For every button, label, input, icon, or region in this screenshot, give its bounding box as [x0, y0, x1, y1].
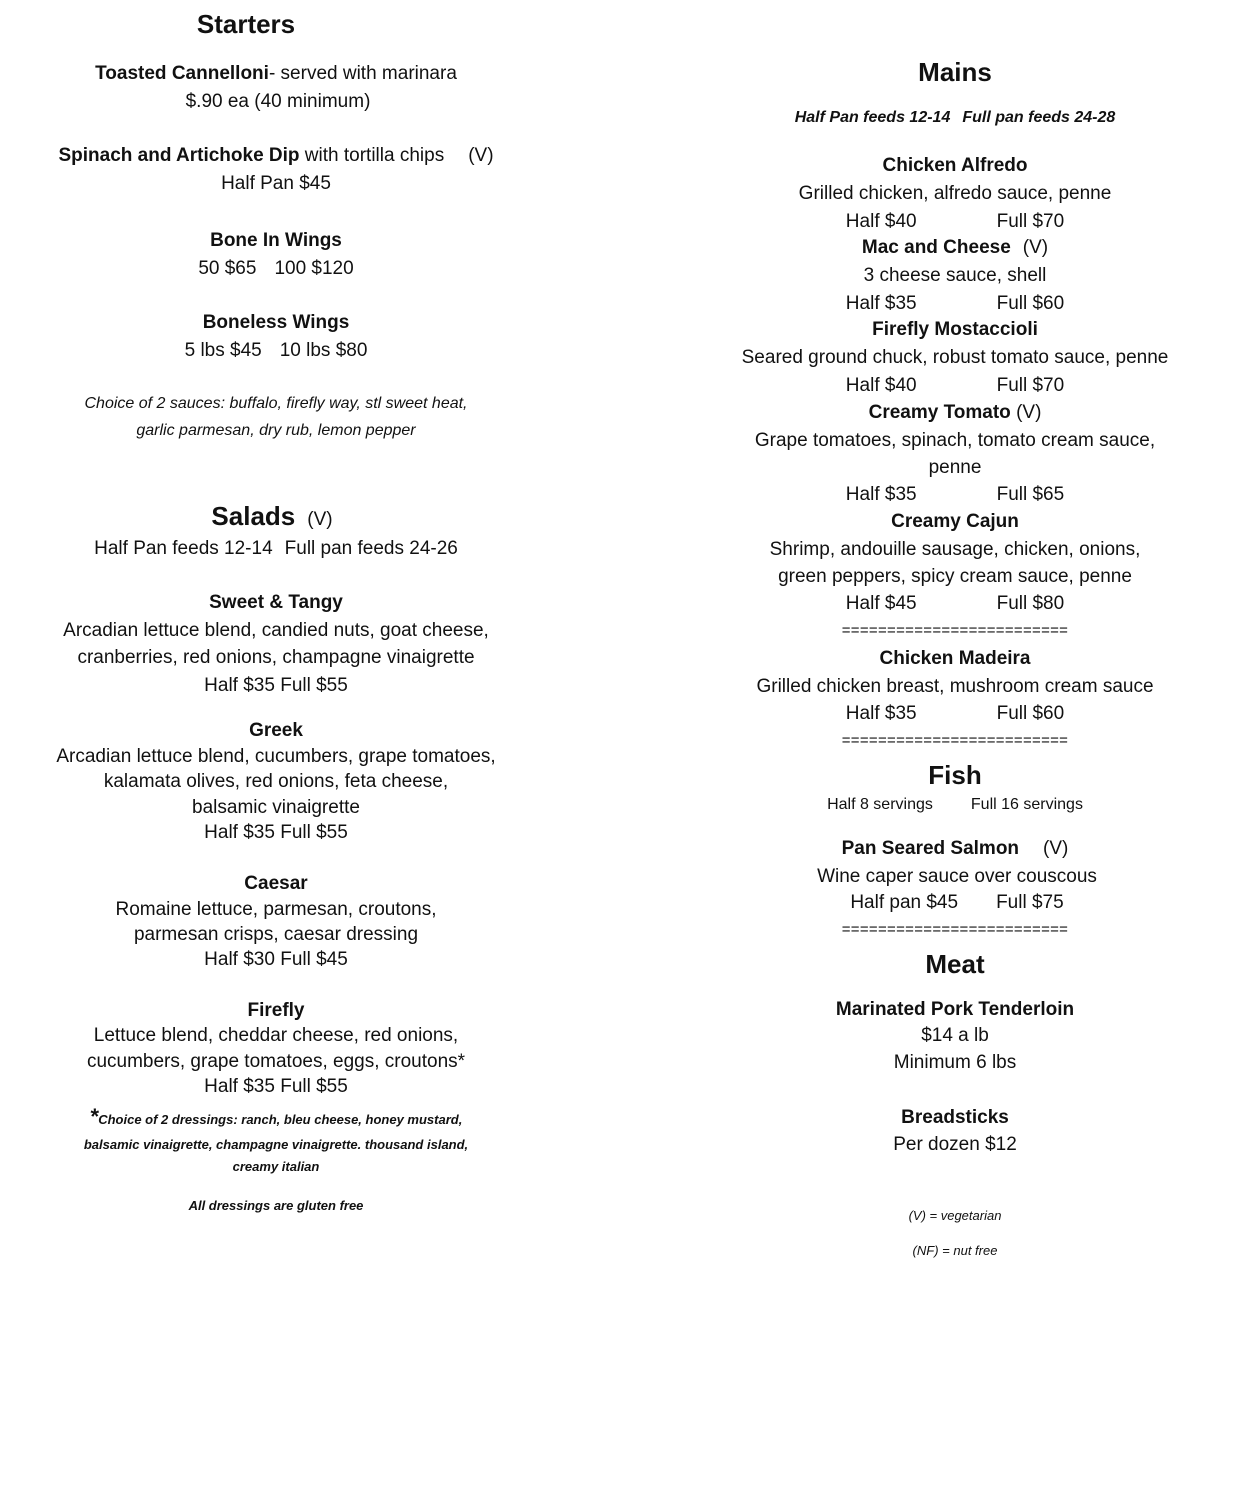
- greek-price: Half $35 Full $55: [204, 822, 348, 843]
- separator: =========================: [841, 732, 1069, 749]
- dip-name: Spinach and Artichoke Dip: [58, 145, 300, 166]
- salmon-desc: Wine caper sauce over couscous: [817, 866, 1097, 887]
- salads-tag: (V): [307, 509, 333, 530]
- dip-tag: (V): [468, 145, 494, 166]
- dressing-note-3: creamy italian: [232, 1159, 320, 1174]
- salads-feeds-full: Full pan feeds 24-26: [284, 538, 458, 559]
- mostaccioli-name: Firefly Mostaccioli: [872, 319, 1038, 340]
- greek-line-3: balsamic vinaigrette: [192, 797, 360, 818]
- madeira-name: Chicken Madeira: [879, 648, 1031, 669]
- alfredo-desc: Grilled chicken, alfredo sauce, penne: [798, 183, 1112, 204]
- bone-in-prices: [198, 259, 353, 278]
- cajun-desc-2: green peppers, spicy cream sauce, penne: [778, 566, 1132, 587]
- legend-nut-free: (NF) = nut free: [912, 1243, 998, 1258]
- salmon-name: Pan Seared Salmon: [841, 838, 1020, 859]
- cajun-prices: [846, 594, 1064, 613]
- firefly-price: Half $35 Full $55: [204, 1076, 348, 1097]
- tomato-full: Full $65: [996, 484, 1065, 505]
- dressing-asterisk: *: [89, 1104, 99, 1129]
- firefly-name: Firefly: [247, 1000, 305, 1021]
- separator: =========================: [841, 921, 1069, 938]
- boneless-p2: 10 lbs $80: [279, 340, 368, 361]
- fish-heading: Fish: [928, 760, 982, 790]
- mains-heading: Mains: [918, 57, 992, 87]
- madeira-half: Half $35: [845, 703, 917, 724]
- cajun-full: Full $80: [996, 593, 1065, 614]
- cajun-name: Creamy Cajun: [891, 511, 1019, 532]
- cajun-half: Half $45: [845, 593, 917, 614]
- madeira-desc: Grilled chicken breast, mushroom cream sauce: [756, 676, 1154, 697]
- salads-title: Salads: [211, 501, 296, 531]
- mostaccioli-prices: [846, 376, 1064, 395]
- mac-prices: [846, 294, 1064, 313]
- pork-name: Marinated Pork Tenderloin: [835, 999, 1075, 1020]
- tomato-name: Creamy Tomato: [868, 402, 1011, 423]
- salmon-half: Half pan $45: [850, 892, 959, 913]
- pork-minimum: Minimum 6 lbs: [893, 1052, 1017, 1073]
- cannelloni-desc: - served with marinara: [268, 63, 457, 84]
- mac-name: Mac and Cheese: [861, 237, 1011, 258]
- tomato-desc-2: penne: [928, 457, 982, 478]
- cannelloni-name: Toasted Cannelloni: [95, 63, 269, 84]
- sauce-note-2: garlic parmesan, dry rub, lemon pepper: [136, 422, 416, 439]
- dressing-text-1: Choice of 2 dressings: ranch, bleu cheese, honey mustard,: [98, 1112, 463, 1127]
- greek-line-2: kalamata olives, red onions, feta cheese,: [103, 771, 449, 792]
- caesar-line-2: parmesan crisps, caesar dressing: [133, 924, 419, 945]
- mostaccioli-desc: Seared ground chuck, robust tomato sauce, penne: [741, 347, 1169, 368]
- alfredo-prices: [846, 212, 1064, 231]
- sweet-name: Sweet & Tangy: [209, 592, 343, 613]
- tomato-tag: (V): [1010, 402, 1042, 423]
- firefly-line-1: Lettuce blend, cheddar cheese, red onions,: [93, 1025, 459, 1046]
- breadsticks-name: Breadsticks: [901, 1107, 1009, 1128]
- salads-heading: [211, 503, 332, 529]
- fish-half: Half 8 servings: [827, 796, 933, 813]
- fish-full: Full 16 servings: [970, 796, 1083, 813]
- alfredo-full: Full $70: [996, 211, 1065, 232]
- breadsticks-price: Per dozen $12: [893, 1134, 1017, 1155]
- meat-heading: Meat: [925, 949, 985, 979]
- mac-half: Half $35: [845, 293, 917, 314]
- mains-feeds-half: Half Pan feeds 12-14: [794, 109, 951, 126]
- salads-feeds: [94, 539, 458, 558]
- boneless-p1: 5 lbs $45: [184, 340, 262, 361]
- bone-in-p1: 50 $65: [198, 258, 257, 279]
- greek-name: Greek: [249, 720, 303, 741]
- tomato-desc-1: Grape tomatoes, spinach, tomato cream sauce,: [754, 430, 1156, 451]
- dressing-note-2: balsamic vinaigrette, champagne vinaigrette. thousand island,: [83, 1137, 469, 1152]
- caesar-line-1: Romaine lettuce, parmesan, croutons,: [115, 899, 437, 920]
- cannelloni-price: $.90 ea (40 minimum): [185, 91, 371, 112]
- dip-price: Half Pan $45: [221, 173, 331, 194]
- salmon-prices: [850, 893, 1063, 912]
- salads-feeds-half: Half Pan feeds 12-14: [94, 538, 273, 559]
- starters-heading: Starters: [196, 9, 296, 39]
- separator: =========================: [841, 622, 1069, 639]
- legend-vegetarian: (V) = vegetarian: [908, 1208, 1002, 1223]
- mac-desc: 3 cheese sauce, shell: [863, 265, 1047, 286]
- bone-in-name: Bone In Wings: [210, 230, 342, 251]
- alfredo-half: Half $40: [845, 211, 917, 232]
- tomato-title: [869, 403, 1042, 422]
- salmon-tag: (V): [1043, 838, 1069, 859]
- mains-feeds-full: Full pan feeds 24-28: [962, 109, 1116, 126]
- gluten-free-note: All dressings are gluten free: [188, 1198, 364, 1213]
- caesar-name: Caesar: [244, 873, 308, 894]
- greek-line-1: Arcadian lettuce blend, cucumbers, grape tomatoes,: [56, 746, 496, 767]
- salmon-full: Full $75: [996, 892, 1064, 913]
- mac-tag: (V): [1022, 237, 1049, 258]
- salmon-title: [842, 839, 1069, 858]
- madeira-full: Full $60: [996, 703, 1065, 724]
- mac-title: [862, 238, 1048, 257]
- bone-in-p2: 100 $120: [274, 258, 354, 279]
- dip-title: [58, 146, 493, 165]
- pork-price: $14 a lb: [921, 1025, 989, 1046]
- mostaccioli-half: Half $40: [845, 375, 917, 396]
- tomato-half: Half $35: [845, 484, 917, 505]
- boneless-prices: [185, 341, 368, 360]
- fish-servings: [827, 797, 1083, 813]
- sweet-line-2: cranberries, red onions, champagne vinaigrette: [77, 647, 475, 668]
- dressing-note-1: [90, 1106, 463, 1128]
- alfredo-name: Chicken Alfredo: [882, 155, 1028, 176]
- sauce-note-1: Choice of 2 sauces: buffalo, firefly way, stl sweet heat,: [84, 395, 468, 412]
- mains-feeds: [795, 110, 1116, 126]
- sweet-line-1: Arcadian lettuce blend, candied nuts, goat cheese,: [63, 620, 489, 641]
- cannelloni-title: [95, 64, 457, 83]
- caesar-price: Half $30 Full $45: [204, 949, 348, 970]
- boneless-name: Boneless Wings: [202, 312, 350, 333]
- sweet-price: Half $35 Full $55: [204, 675, 348, 696]
- mostaccioli-full: Full $70: [996, 375, 1065, 396]
- madeira-prices: [846, 704, 1064, 723]
- tomato-prices: [846, 485, 1064, 504]
- cajun-desc-1: Shrimp, andouille sausage, chicken, onions,: [769, 539, 1141, 560]
- dip-desc: with tortilla chips: [299, 145, 445, 166]
- firefly-line-2: cucumbers, grape tomatoes, eggs, croutons*: [86, 1051, 466, 1072]
- mac-full: Full $60: [996, 293, 1065, 314]
